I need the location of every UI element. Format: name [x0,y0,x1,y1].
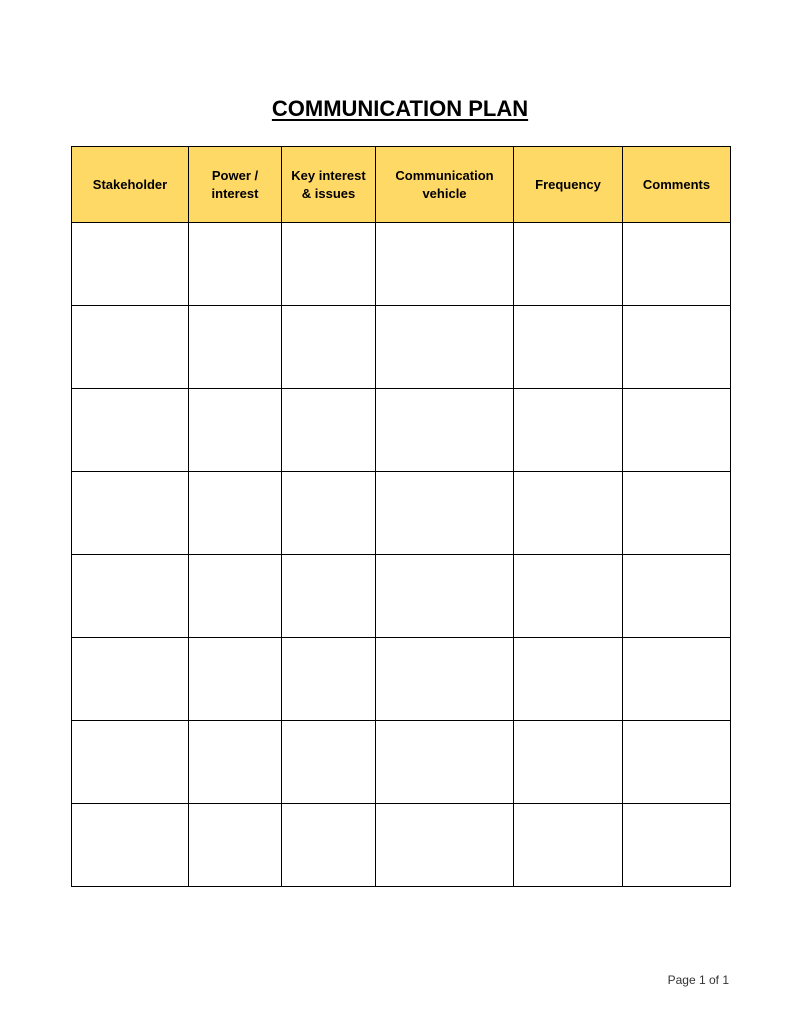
table-cell[interactable] [623,721,731,804]
table-cell[interactable] [189,638,282,721]
table-row [72,721,731,804]
table-header-row [72,147,731,223]
table-cell[interactable] [623,306,731,389]
table-cell[interactable] [72,223,189,306]
table-cell[interactable] [376,555,514,638]
table-cell[interactable] [376,472,514,555]
table-cell[interactable] [376,306,514,389]
table-cell[interactable] [282,223,376,306]
page-title-text: COMMUNICATION PLAN [271,96,529,121]
table-cell[interactable] [72,306,189,389]
table-cell[interactable] [189,721,282,804]
table-row [72,306,731,389]
table-cell[interactable] [376,223,514,306]
table-cell[interactable] [623,472,731,555]
table-cell[interactable] [189,389,282,472]
table-cell[interactable] [282,721,376,804]
column-header: Key interest & issues [282,147,376,223]
table-cell[interactable] [623,389,731,472]
table-cell[interactable] [514,638,623,721]
table-cell[interactable] [282,804,376,887]
table-cell[interactable] [623,638,731,721]
table-cell[interactable] [376,721,514,804]
table-cell[interactable] [282,638,376,721]
table-row [72,804,731,887]
table-cell[interactable] [282,306,376,389]
table-cell[interactable] [514,804,623,887]
table-cell[interactable] [623,223,731,306]
column-header: Communication vehicle [376,147,514,223]
table-cell[interactable] [72,389,189,472]
table-cell[interactable] [189,306,282,389]
table-cell[interactable] [282,472,376,555]
table-row [72,223,731,306]
table-cell[interactable] [72,721,189,804]
table-cell[interactable] [72,804,189,887]
table-cell[interactable] [282,555,376,638]
table-cell[interactable] [72,472,189,555]
table-cell[interactable] [189,223,282,306]
table-cell[interactable] [72,555,189,638]
column-header: Stakeholder [72,147,189,223]
column-header: Frequency [514,147,623,223]
table-cell[interactable] [189,804,282,887]
column-header: Comments [623,147,731,223]
column-header: Power / interest [189,147,282,223]
table-row [72,638,731,721]
table-cell[interactable] [376,638,514,721]
table-body [72,223,731,887]
table-cell[interactable] [376,389,514,472]
table-row [72,472,731,555]
table-cell[interactable] [189,555,282,638]
table-cell[interactable] [189,472,282,555]
table-row [72,555,731,638]
table-cell[interactable] [514,555,623,638]
table-cell[interactable] [514,721,623,804]
table-cell[interactable] [623,555,731,638]
table-cell[interactable] [514,306,623,389]
table-cell[interactable] [623,804,731,887]
table-cell[interactable] [72,638,189,721]
table-cell[interactable] [282,389,376,472]
table-cell[interactable] [514,389,623,472]
table-cell[interactable] [514,472,623,555]
table-cell[interactable] [376,804,514,887]
table-cell[interactable] [514,223,623,306]
communication-plan-table [71,146,731,887]
page-title [0,95,800,123]
page-number: Page 1 of 1 [667,973,729,987]
table-row [72,389,731,472]
